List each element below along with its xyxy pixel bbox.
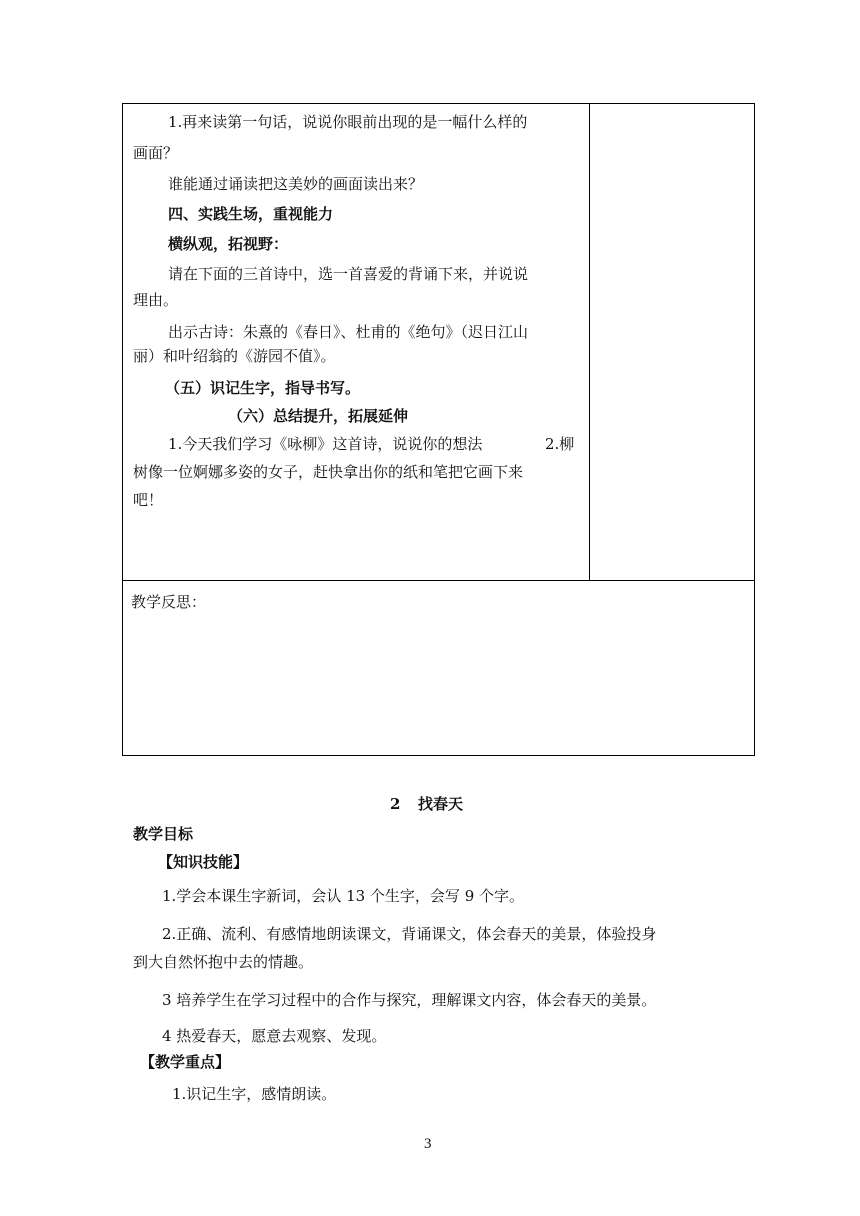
cell-line-9: 丽）和叶绍翁的《游园不值》。 — [133, 347, 336, 365]
section-heading-five: （五）识记生字，指导书写。 — [165, 379, 361, 397]
cell-line-12b: 2.柳 — [545, 435, 575, 453]
knowledge-heading: 【知识技能】 — [158, 853, 249, 871]
cell-line-2: 画面？ — [133, 144, 179, 162]
page-number: 3 — [424, 1136, 432, 1152]
table-bottom-border — [122, 755, 755, 756]
section-heading-six: （六）总结提升，拓展延伸 — [228, 407, 409, 425]
cell-line-12a: 1.今天我们学习《咏柳》这首诗，说说你的想法 — [168, 435, 483, 453]
objectives-heading: 教学目标 — [133, 825, 194, 843]
reflection-label: 教学反思： — [131, 593, 207, 611]
objective-4: 4 热爱春天，愿意去观察、发现。 — [162, 1027, 387, 1045]
cell-line-1: 1.再来读第一句话，说说你眼前出现的是一幅什么样的 — [168, 113, 528, 131]
objective-3: 3 培养学生在学习过程中的合作与探究，理解课文内容，体会春天的美景。 — [162, 991, 657, 1009]
cell-line-7: 理由。 — [133, 291, 179, 309]
section-heading-practice: 四、实践生场，重视能力 — [168, 205, 334, 223]
subheading-broaden-view: 横纵观，拓视野： — [168, 235, 289, 253]
cell-line-8: 出示古诗：朱熹的《春日》、杜甫的《绝句》（迟日江山 — [168, 323, 529, 341]
objective-1: 1.学会本课生字新词，会认 13 个生字，会写 9 个字。 — [162, 887, 525, 905]
objective-2a: 2.正确、流利、有感情地朗读课文，背诵课文，体会春天的美景，体验投身 — [162, 925, 657, 943]
table-column-divider — [589, 103, 590, 581]
table-right-border — [754, 103, 755, 756]
table-left-border — [122, 103, 123, 756]
table-row-divider — [122, 580, 755, 581]
key-point-1: 1.识记生字，感情朗读。 — [172, 1085, 337, 1103]
objective-2b: 到大自然怀抱中去的情趣。 — [133, 953, 314, 971]
key-points-heading: 【教学重点】 — [140, 1053, 231, 1071]
cell-line-13: 树像一位婀娜多姿的女子，赶快拿出你的纸和笔把它画下来 — [133, 463, 524, 481]
cell-line-14: 吧！ — [133, 491, 164, 509]
cell-line-6: 请在下面的三首诗中，选一首喜爱的背诵下来，并说说 — [168, 265, 529, 283]
cell-line-3: 谁能通过诵读把这美妙的画面读出来？ — [168, 175, 424, 193]
lesson-title: 找春天 — [418, 795, 464, 813]
lesson-number: 2 — [390, 795, 401, 813]
table-top-border — [122, 103, 755, 104]
